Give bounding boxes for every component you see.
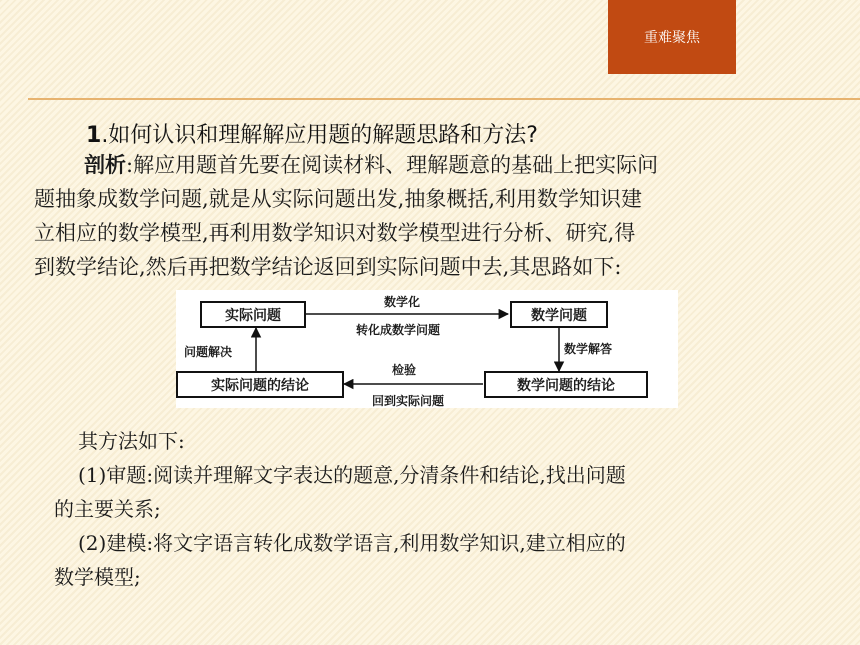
method-1-line-1: (1)审题:阅读并理解文字表达的题意,分清条件和结论,找出问题 bbox=[78, 463, 626, 487]
label-check: 检验 bbox=[392, 363, 417, 377]
box-math-conclusion: 数学问题的结论 bbox=[484, 371, 648, 398]
flow-diagram bbox=[176, 290, 678, 408]
label-convert: 转化成数学问题 bbox=[356, 323, 441, 337]
analysis-line-4: 到数学结论,然后再把数学结论返回到实际问题中去,其思路如下: bbox=[34, 255, 622, 279]
analysis-line-2: 题抽象成数学问题,就是从实际问题出发,抽象概括,利用数学知识建 bbox=[34, 187, 643, 211]
box-real-conclusion: 实际问题的结论 bbox=[176, 371, 344, 398]
section-tag: 重难聚焦 bbox=[608, 0, 736, 74]
analysis-line-3: 立相应的数学模型,再利用数学知识对数学模型进行分析、研究,得 bbox=[34, 221, 636, 245]
analysis-line-1 bbox=[34, 148, 804, 182]
method-1-line-2: 的主要关系; bbox=[54, 497, 161, 521]
header-rule bbox=[28, 98, 860, 100]
box-real-problem: 实际问题 bbox=[200, 301, 306, 328]
question-text: .如何认识和理解解应用题的解题思路和方法? bbox=[101, 123, 538, 148]
question-title bbox=[86, 118, 538, 149]
label-return: 回到实际问题 bbox=[372, 394, 445, 408]
method-2-line-2: 数学模型; bbox=[54, 565, 141, 589]
box-math-problem: 数学问题 bbox=[510, 301, 608, 328]
methods-intro: 其方法如下: bbox=[78, 429, 185, 453]
label-math-solve: 数学解答 bbox=[564, 342, 613, 356]
label-mathematize: 数学化 bbox=[384, 295, 421, 309]
question-number: 1 bbox=[86, 123, 102, 148]
label-problem-solve: 问题解决 bbox=[184, 345, 233, 359]
analysis-text-1: :解应用题首先要在阅读材料、理解题意的基础上把实际问 bbox=[126, 153, 659, 177]
method-2-line-1: (2)建模:将文字语言转化成数学语言,利用数学知识,建立相应的 bbox=[78, 531, 626, 555]
analysis-keyword: 剖析 bbox=[84, 153, 126, 177]
analysis-paragraph bbox=[34, 148, 804, 284]
methods-section bbox=[54, 424, 824, 594]
